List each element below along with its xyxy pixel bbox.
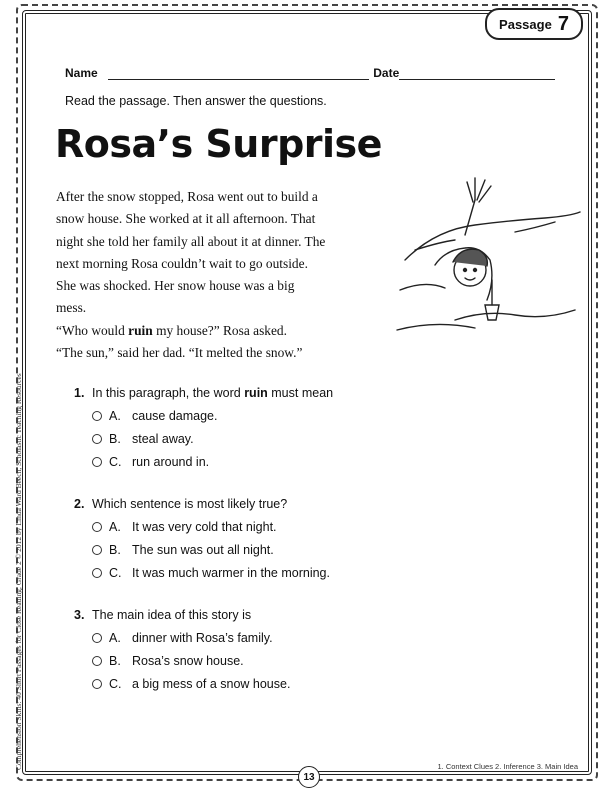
radio-button[interactable] [92, 522, 102, 532]
option-text: a big mess of a snow house. [132, 677, 291, 691]
shovel-icon [485, 305, 499, 320]
question-text: Which sentence is most likely true? [92, 497, 288, 511]
skills-list: 1. Context Clues 2. Inference 3. Main Idea [437, 762, 578, 771]
radio-button[interactable] [92, 545, 102, 555]
story-paragraph-1: After the snow stopped, Rosa went out to build a snow house. She worked at it all afternoon. That night she told her family all about it at dinner. The next morning Rosa couldn’t wait to go outside. She was shocked. Her snow house was a big mess. [56, 189, 326, 316]
q1-option-a[interactable] [92, 409, 333, 423]
question-number: 3. [74, 608, 85, 622]
date-label: Date [373, 66, 400, 80]
passage-label: Passage [499, 16, 552, 32]
radio-button[interactable] [92, 656, 102, 666]
question-text-part: In this paragraph, the word [92, 386, 245, 400]
instructions: Read the passage. Then answer the questions. [65, 94, 327, 108]
q2-option-c[interactable] [92, 566, 330, 580]
radio-button[interactable] [92, 679, 102, 689]
question-3-stem [74, 608, 290, 622]
question-1-stem [74, 386, 333, 400]
option-letter: C. [109, 455, 122, 469]
option-text: Rosa’s snow house. [132, 654, 244, 668]
radio-button[interactable] [92, 411, 102, 421]
name-label: Name [65, 66, 98, 80]
option-text: It was very cold that night. [132, 520, 277, 534]
q2-option-a[interactable] [92, 520, 330, 534]
q3-option-a[interactable] [92, 631, 290, 645]
option-letter: C. [109, 566, 122, 580]
option-letter: C. [109, 677, 122, 691]
snow-house-illustration [395, 170, 585, 340]
credit-text: Comprehension Skills: 40 Short Passages for Close Reading, Grade 2 © 2012 by Linda Ward Beech, Scholastic Teaching Resources [14, 373, 23, 770]
story-paragraph-2 [56, 320, 326, 342]
name-date-row [65, 62, 555, 80]
option-letter: A. [109, 631, 121, 645]
q1-option-b[interactable] [92, 432, 333, 446]
option-text: run around in. [132, 455, 210, 469]
q2-option-b[interactable] [92, 543, 330, 557]
option-letter: B. [109, 432, 121, 446]
question-number: 1. [74, 386, 85, 400]
radio-button[interactable] [92, 434, 102, 444]
radio-button[interactable] [92, 457, 102, 467]
question-bold-word: ruin [244, 386, 268, 400]
passage-number: 7 [557, 12, 569, 35]
page-number: 13 [298, 766, 320, 788]
option-text: steal away. [132, 432, 194, 446]
story-text: “Who would [56, 322, 129, 338]
option-text: dinner with Rosa’s family. [132, 631, 273, 645]
date-line[interactable] [399, 67, 555, 80]
option-text: cause damage. [132, 409, 218, 423]
broom-icon [467, 178, 491, 202]
passage-tab [485, 8, 583, 40]
story-title: Rosa’s Surprise [55, 122, 382, 166]
story-bold-word: ruin [128, 322, 153, 338]
story-passage [56, 186, 326, 364]
option-text: The sun was out all night. [132, 543, 274, 557]
radio-button[interactable] [92, 568, 102, 578]
copyright-credit [2, 360, 23, 780]
q1-option-c[interactable] [92, 455, 333, 469]
name-line[interactable] [108, 67, 370, 80]
question-3 [74, 608, 290, 691]
q3-option-b[interactable] [92, 654, 290, 668]
option-letter: B. [109, 654, 121, 668]
option-letter: A. [109, 520, 121, 534]
option-letter: B. [109, 543, 121, 557]
question-number: 2. [74, 497, 85, 511]
story-paragraph-3: “The sun,” said her dad. “It melted the snow.” [56, 345, 303, 361]
question-2 [74, 497, 330, 580]
question-text-part: must mean [267, 386, 334, 400]
option-letter: A. [109, 409, 121, 423]
question-text: The main idea of this story is [92, 608, 252, 622]
q3-option-c[interactable] [92, 677, 290, 691]
radio-button[interactable] [92, 633, 102, 643]
question-text [92, 386, 333, 400]
question-2-stem [74, 497, 330, 511]
snow-drift-line [405, 212, 580, 260]
story-text: my house?” Rosa asked. [152, 322, 287, 338]
question-1 [74, 386, 333, 469]
option-text: It was much warmer in the morning. [132, 566, 330, 580]
